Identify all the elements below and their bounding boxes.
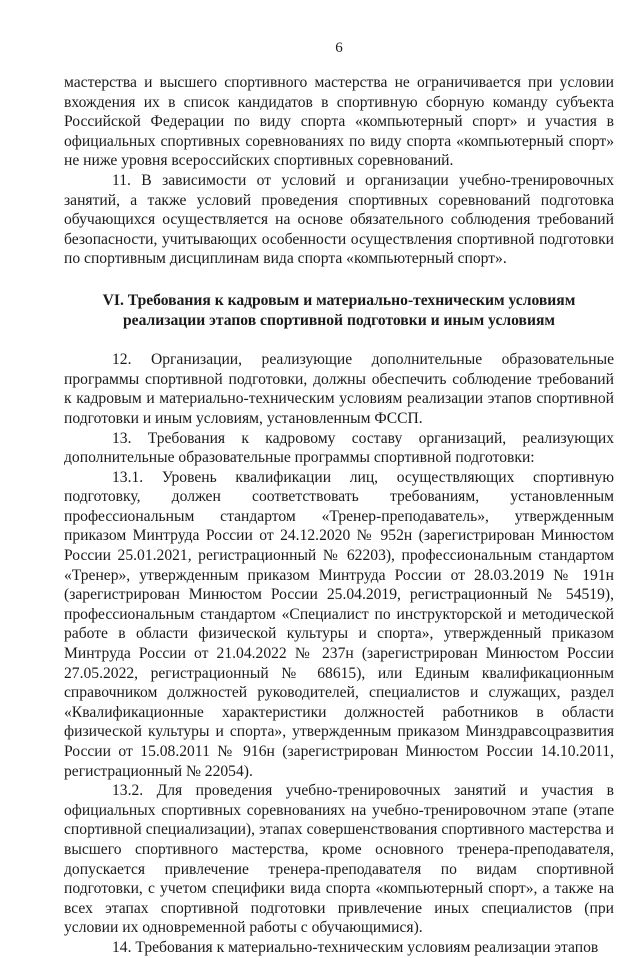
paragraph-13: 13. Требования к кадровому составу организаций, реализующих дополнительные образовательные программы спортивной подготовки: — [64, 429, 614, 467]
paragraph-13-2: 13.2. Для проведения учебно-тренировочных занятий и участия в официальных спортивных соревнованиях на учебно-тренировочном этапе (этапе спортивной специализации), этапах совершенствования спортивного мастерства и высшего спортивного мастерства, кроме основного тренера-преподавателя, допускается привлечение тренера-преподавателя по видам спортивной подготовки, с учетом специфики вида спорта «компьютерный спорт», а также на всех этапах спортивной подготовки привлечение иных специалистов (при условии их одновременной работы с обучающимися). — [64, 782, 614, 937]
paragraph-continuation: мастерства и высшего спортивного мастерства не ограничивается при условии вхождения их в список кандидатов в спортивную сборную команду субъекта Российской Федерации по виду спорта «компьютерный спорт» и участия в официальных спортивных соревнованиях по виду спорта «компьютерный спорт» не ниже уровня всероссийских спортивных соревнований. — [64, 74, 614, 170]
section-heading: VI. Требования к кадровым и материально-техническим условиям реализации этапов спортивной подготовки и иным условиям — [102, 291, 576, 329]
page-number: 6 — [335, 40, 343, 56]
paragraph-12: 12. Организации, реализующие дополнительные образовательные программы спортивной подготовки, должны обеспечить соблюдение требований к кадровым и материально-техническим условиям реализации этапов спортивной подготовки и иным условиям, установленным ФССП. — [64, 351, 614, 427]
paragraph-14: 14. Требования к материально-техническим условиям реализации этапов — [112, 938, 599, 956]
paragraph-11: 11. В зависимости от условий и организации учебно-тренировочных занятий, а также условий проведения спортивных соревнований подготовка обучающихся осуществляется на основе обязательного соблюдения требований безопасности, учитывающих особенности осуществления спортивной подготовки по спортивным дисциплинам вида спорта «компьютерный спорт». — [64, 171, 614, 268]
paragraph-13-1: 13.1. Уровень квалификации лиц, осуществляющих спортивную подготовку, должен соответствовать требованиям, установленным профессиональным стандартом «Тренер-преподаватель», утвержденным приказом Минтруда России от 24.12.2020 № 952н (зарегистрирован Минюстом России 25.01.2021, регистрационный № 62203), профессиональным стандартом «Тренер», утвержденным приказом Минтруда России от 28.03.2019 № 191н (зарегистрирован Минюстом России 25.04.2019, регистрационный № 54519), профессиональным стандартом «Специалист по инструкторской и методической работе в области физической культуры и спорта», утвержденный приказом Минтруда России от 21.04.2022 № 237н (зарегистрирован Минюстом России 27.05.2022, регистрационный № 68615), или Единым квалификационным справочником должностей руководителей, специалистов и служащих, раздел «Квалификационные характеристики должностей работников в области физической культуры и спорта», утвержденным приказом Минздравсоцразвития России от 15.08.2011 № 916н (зарегистрирован Минюстом России 14.10.2011, регистрационный № 22054). — [64, 468, 614, 780]
